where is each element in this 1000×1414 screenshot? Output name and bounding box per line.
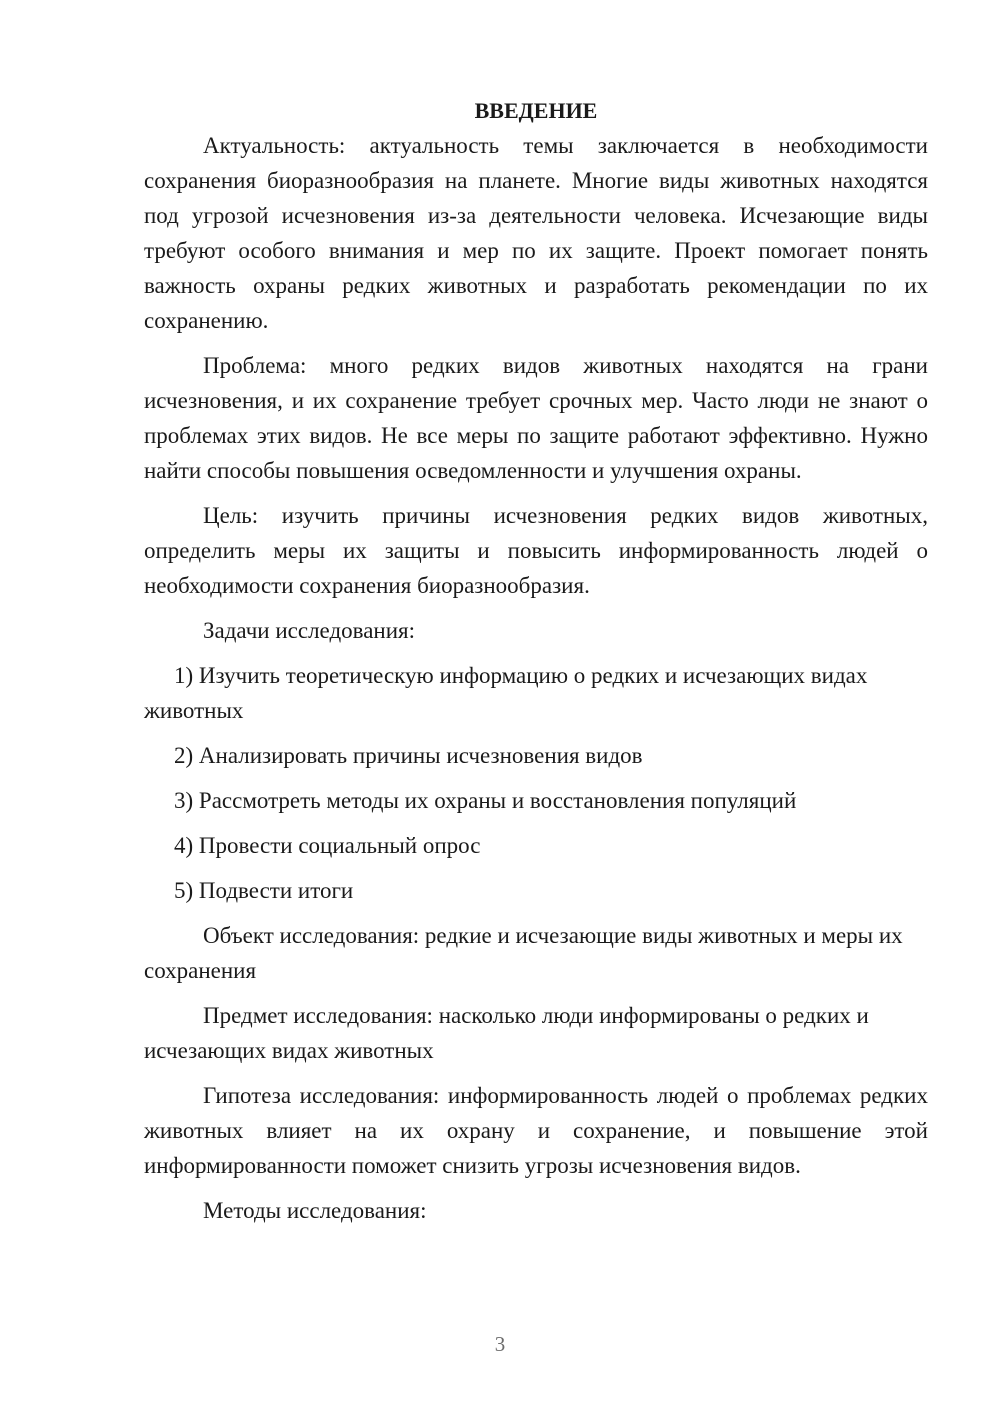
page-content: [144, 93, 928, 1238]
list-item: 3) Рассмотреть методы их охраны и восстановления популяций: [174, 788, 797, 813]
page-number: 3: [494, 1332, 506, 1356]
tasks-list: [144, 658, 928, 908]
list-item: 1) Изучить теоретическую информацию о редких и исчезающих видах животных: [144, 663, 868, 723]
list-item: 2) Анализировать причины исчезновения видов: [174, 743, 643, 768]
list-item: 4) Провести социальный опрос: [174, 833, 481, 858]
page-heading: ВВЕДЕНИЕ: [474, 98, 598, 123]
paragraph-problem: Проблема: много редких видов животных находятся на грани исчезновения, и их сохранение требует срочных мер. Часто люди не знают о проблемах этих видов. Не все меры по защите работают эффективно. Нужно найти способы повышения осведомленности и улучшения охраны.: [144, 353, 928, 483]
paragraph-hypothesis: Гипотеза исследования: информированность людей о проблемах редких животных влияет на их охрану и сохранение, и повышение этой информированности поможет снизить угрозы исчезновения видов.: [144, 1083, 928, 1178]
paragraph-relevance: Актуальность: актуальность темы заключается в необходимости сохранения биоразнообразия на планете. Многие виды животных находятся под угрозой исчезновения из-за деятельности человека. Исчезающие виды требуют особого внимания и мер по их защите. Проект помогает понять важность охраны редких животных и разработать рекомендации по их сохранению.: [144, 133, 928, 333]
tasks-title: Задачи исследования:: [203, 618, 416, 643]
paragraph-subject: Предмет исследования: насколько люди информированы о редких и исчезающих видах животных: [144, 1003, 869, 1063]
paragraph-object: Объект исследования: редкие и исчезающие виды животных и меры их сохранения: [144, 923, 903, 983]
paragraph-methods: Методы исследования:: [203, 1198, 427, 1223]
list-item: 5) Подвести итоги: [174, 878, 354, 903]
paragraph-goal: Цель: изучить причины исчезновения редких видов животных, определить меры их защиты и повысить информированность людей о необходимости сохранения биоразнообразия.: [144, 503, 928, 598]
